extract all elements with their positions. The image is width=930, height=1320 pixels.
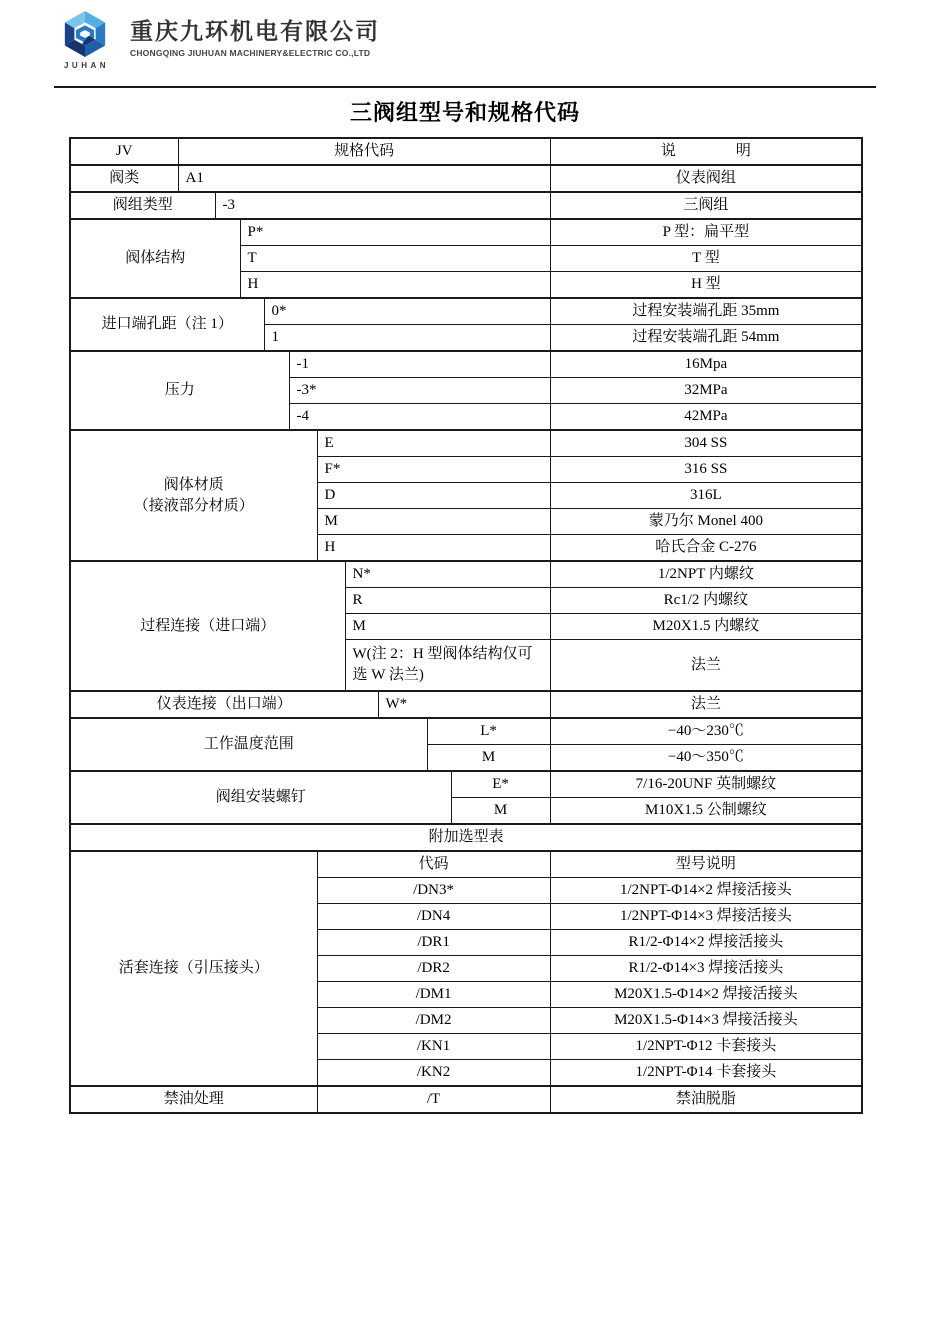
desc-cell: 7/16-20UNF 英制螺纹: [550, 771, 862, 798]
desc-cell: Rc1/2 内螺纹: [550, 588, 862, 614]
code-cell: /DR2: [317, 956, 550, 982]
label-body-material: [70, 430, 317, 561]
desc-cell: 316 SS: [550, 457, 862, 483]
code-cell: 1: [264, 325, 550, 352]
label-body-material-line1: 阀体材质: [163, 476, 224, 493]
table-row: [70, 718, 862, 745]
code-cell: F*: [317, 457, 550, 483]
label-process-connection: 过程连接（进口端）: [70, 561, 345, 691]
desc-cell: 哈氏合金 C-276: [550, 535, 862, 562]
code-cell: -4: [289, 404, 550, 431]
code-cell: /KN2: [317, 1060, 550, 1087]
juhan-hexagon-logo-icon: [61, 10, 109, 58]
spec-code-table: [69, 137, 863, 1114]
label-instrument-connection: 仪表连接（出口端）: [70, 691, 378, 718]
table-row: [70, 430, 862, 457]
label-manifold-type: 阀组类型: [70, 192, 215, 219]
code-cell: T: [240, 246, 550, 272]
code-cell: /DN4: [317, 904, 550, 930]
table-row: [70, 691, 862, 718]
desc-cell: 仪表阀组: [550, 165, 862, 192]
table-row: [70, 165, 862, 192]
code-cell: D: [317, 483, 550, 509]
table-row: [70, 298, 862, 325]
desc-cell: −40～350℃: [550, 745, 862, 772]
code-cell: -3*: [289, 378, 550, 404]
code-cell: W*: [378, 691, 550, 718]
desc-cell: 16Mpa: [550, 351, 862, 378]
header-cell-spec-code: 规格代码: [178, 138, 550, 165]
brand-header: [56, 10, 380, 70]
label-body-structure: 阀体结构: [70, 219, 240, 298]
oil-free-row: [70, 1086, 862, 1113]
code-cell: /DM1: [317, 982, 550, 1008]
code-cell: /T: [317, 1086, 550, 1113]
desc-cell: R1/2-Φ14×2 焊接活接头: [550, 930, 862, 956]
table-row: [70, 561, 862, 588]
code-cell: 0*: [264, 298, 550, 325]
desc-cell: 304 SS: [550, 430, 862, 457]
label-body-material-line2: （接液部分材质）: [133, 497, 254, 514]
code-cell: P*: [240, 219, 550, 246]
addon-header-row: [70, 851, 862, 878]
code-cell: -3: [215, 192, 550, 219]
desc-cell: 1/2NPT-Φ14 卡套接头: [550, 1060, 862, 1087]
desc-cell: P 型：扁平型: [550, 219, 862, 246]
company-name-en: CHONGQING JIUHUAN MACHINERY&ELECTRIC CO.,LTD: [130, 48, 371, 58]
table-header-row: [70, 138, 862, 165]
code-cell: M: [427, 745, 550, 772]
code-cell: H: [317, 535, 550, 562]
desc-cell: 禁油脱脂: [550, 1086, 862, 1113]
code-cell: R: [345, 588, 550, 614]
code-cell: M: [451, 798, 550, 825]
desc-cell: 1/2NPT 内螺纹: [550, 561, 862, 588]
label-valve-class: 阀类: [70, 165, 178, 192]
label-union-connection: 活套连接（引压接头）: [70, 851, 317, 1086]
code-cell: W(注 2：H 型阀体结构仅可选 W 法兰): [345, 640, 550, 692]
desc-cell: T 型: [550, 246, 862, 272]
table-row: [70, 771, 862, 798]
addon-banner-row: [70, 824, 862, 851]
code-cell: L*: [427, 718, 550, 745]
table-row: [70, 192, 862, 219]
desc-cell: 32MPa: [550, 378, 862, 404]
label-mounting-screw: 阀组安装螺钉: [70, 771, 451, 824]
desc-cell: 法兰: [550, 691, 862, 718]
desc-cell: R1/2-Φ14×3 焊接活接头: [550, 956, 862, 982]
desc-cell: M20X1.5-Φ14×2 焊接活接头: [550, 982, 862, 1008]
desc-cell: M20X1.5 内螺纹: [550, 614, 862, 640]
label-temperature-range: 工作温度范围: [70, 718, 427, 771]
code-cell: E: [317, 430, 550, 457]
code-cell: N*: [345, 561, 550, 588]
label-inlet-bore-spacing: 进口端孔距（注 1）: [70, 298, 264, 351]
desc-cell: 法兰: [550, 640, 862, 692]
addon-header-desc: 型号说明: [550, 851, 862, 878]
code-cell: /DR1: [317, 930, 550, 956]
desc-cell: 过程安装端孔距 35mm: [550, 298, 862, 325]
table-row: [70, 219, 862, 246]
header-cell-jv: JV: [70, 138, 178, 165]
desc-cell: 1/2NPT-Φ14×3 焊接活接头: [550, 904, 862, 930]
desc-cell: 蒙乃尔 Monel 400: [550, 509, 862, 535]
desc-cell: 过程安装端孔距 54mm: [550, 325, 862, 352]
desc-cell: 42MPa: [550, 404, 862, 431]
code-cell: A1: [178, 165, 550, 192]
code-cell: /KN1: [317, 1034, 550, 1060]
label-oil-free: 禁油处理: [70, 1086, 317, 1113]
label-pressure: 压力: [70, 351, 289, 430]
code-cell: M: [345, 614, 550, 640]
addon-banner: 附加选型表: [70, 824, 862, 851]
code-cell: -1: [289, 351, 550, 378]
desc-cell: 316L: [550, 483, 862, 509]
desc-cell: −40～230℃: [550, 718, 862, 745]
header-cell-description: 说 明: [550, 138, 862, 165]
code-cell: /DN3*: [317, 878, 550, 904]
desc-cell: H 型: [550, 272, 862, 299]
code-cell: /DM2: [317, 1008, 550, 1034]
company-name-cn: 重庆九环机电有限公司: [130, 18, 380, 44]
desc-cell: 三阀组: [550, 192, 862, 219]
addon-header-code: 代码: [317, 851, 550, 878]
code-cell: M: [317, 509, 550, 535]
desc-cell: M10X1.5 公制螺纹: [550, 798, 862, 825]
desc-cell: 1/2NPT-Φ12 卡套接头: [550, 1034, 862, 1060]
code-cell: E*: [451, 771, 550, 798]
logo-wordmark: JUHAN: [63, 61, 110, 70]
company-name-block: [130, 10, 380, 58]
page-title: 三阀组型号和规格代码: [349, 100, 580, 125]
desc-cell: M20X1.5-Φ14×3 焊接活接头: [550, 1008, 862, 1034]
code-cell: H: [240, 272, 550, 299]
header-divider: [54, 86, 876, 88]
desc-cell: 1/2NPT-Φ14×2 焊接活接头: [550, 878, 862, 904]
company-logo: [56, 10, 114, 70]
table-row: [70, 351, 862, 378]
